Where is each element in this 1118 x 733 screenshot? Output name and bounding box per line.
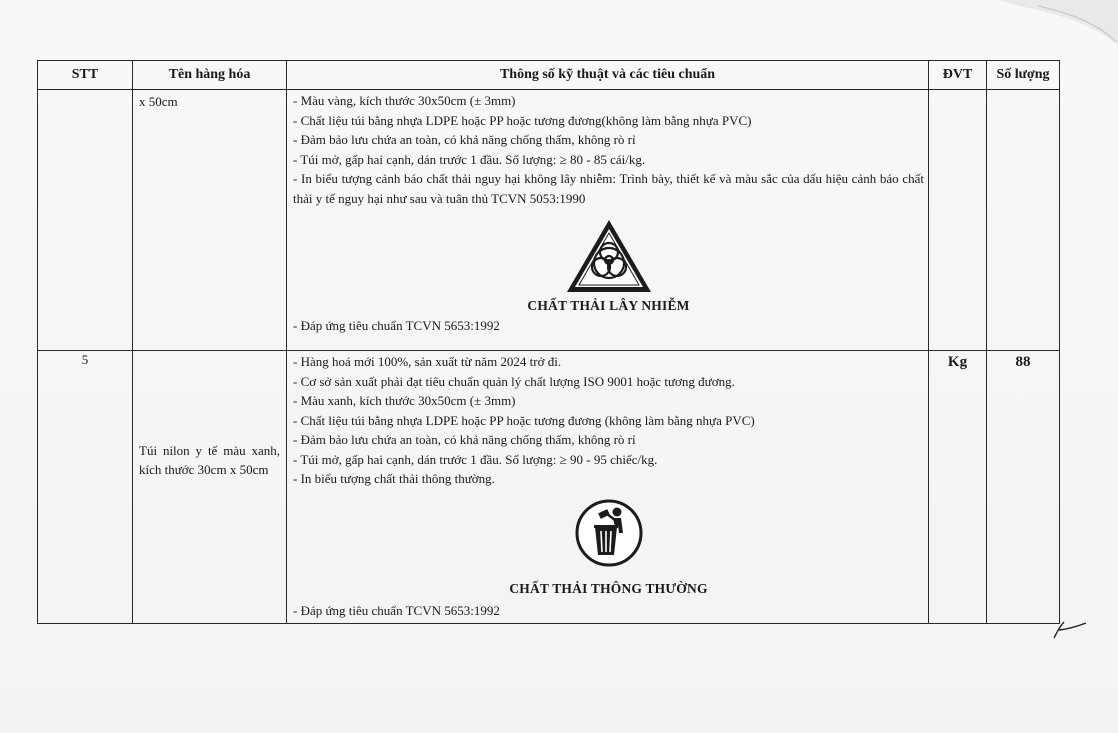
header-stt: STT <box>38 61 133 90</box>
spec-line: - Màu vàng, kích thước 30x50cm (± 3mm) <box>293 93 516 108</box>
symbol-box <box>293 489 924 569</box>
cell-qty: 88 <box>987 351 1060 624</box>
table-row <box>38 351 1060 624</box>
cell-spec <box>287 90 929 351</box>
standard-line: - Đáp ứng tiêu chuẩn TCVN 5653:1992 <box>293 318 500 333</box>
cell-stt: 5 <box>38 351 133 624</box>
cell-unit <box>929 90 987 351</box>
spec-line: - Chất liệu túi bằng nhựa LDPE hoặc PP hoặc tương đương (không làm bằng nhựa PVC) <box>293 412 755 428</box>
standard-line: - Đáp ứng tiêu chuẩn TCVN 5653:1992 <box>293 602 500 618</box>
spec-line: - Túi mở, gấp hai cạnh, dán trước 1 đầu. Số lượng: ≥ 80 - 85 cái/kg. <box>293 151 646 167</box>
symbol-caption: CHẤT THẢI LÂY NHIỄM <box>527 298 690 313</box>
cell-qty <box>987 90 1060 351</box>
spec-line: - Đảm bảo lưu chứa an toàn, có khả năng chống thấm, không rò rỉ <box>293 432 636 447</box>
spec-line: - Hàng hoá mới 100%, sản xuất từ năm 2024 trở đi. <box>293 354 562 369</box>
cell-stt <box>38 90 133 351</box>
initials-mark <box>1050 618 1090 640</box>
cell-unit: Kg <box>929 351 987 624</box>
cell-name <box>133 351 287 624</box>
spec-line: - In biểu tượng cảnh báo chất thải nguy hại không lây nhiễm: Trình bày, thiết kế và màu sắc của dấu hiệu cảnh báo chất thải y tế nguy hại như sau và tuân thủ TCVN 5053:1990 <box>293 171 924 206</box>
header-qty: Số lượng <box>987 61 1060 90</box>
spec-line: - Đảm bảo lưu chứa an toàn, có khả năng chống thấm, không rò rỉ <box>293 132 636 147</box>
page-corner-curl <box>998 0 1118 60</box>
spec-line: - In biểu tượng chất thải thông thường. <box>293 471 495 486</box>
table-header-row <box>38 61 1060 90</box>
spec-line: - Cơ sở sản xuất phải đạt tiêu chuẩn quản lý chất lượng ISO 9001 hoặc tương đương. <box>293 373 735 389</box>
header-unit: ĐVT <box>929 61 987 90</box>
table-row <box>38 90 1060 351</box>
cell-name: x 50cm <box>133 90 287 351</box>
cell-spec <box>287 351 929 624</box>
goods-spec-table <box>37 60 1060 624</box>
spec-line: - Túi mở, gấp hai cạnh, dán trước 1 đầu. Số lượng: ≥ 90 - 95 chiếc/kg. <box>293 451 658 467</box>
symbol-caption: CHẤT THẢI THÔNG THƯỜNG <box>509 580 708 596</box>
spec-line: - Chất liệu túi bằng nhựa LDPE hoặc PP hoặc tương đương(không làm bằng nhựa PVC) <box>293 112 752 128</box>
biohazard-triangle-icon <box>563 216 655 296</box>
item-name: Túi nilon y tế màu xanh, kích thước 30cm x 50cm <box>139 443 280 477</box>
symbol-box <box>293 208 924 296</box>
header-name: Tên hàng hóa <box>133 61 287 90</box>
trash-bin-person-icon <box>573 497 645 569</box>
header-spec: Thông số kỹ thuật và các tiêu chuẩn <box>287 61 929 90</box>
spec-line: - Màu xanh, kích thước 30x50cm (± 3mm) <box>293 393 516 408</box>
